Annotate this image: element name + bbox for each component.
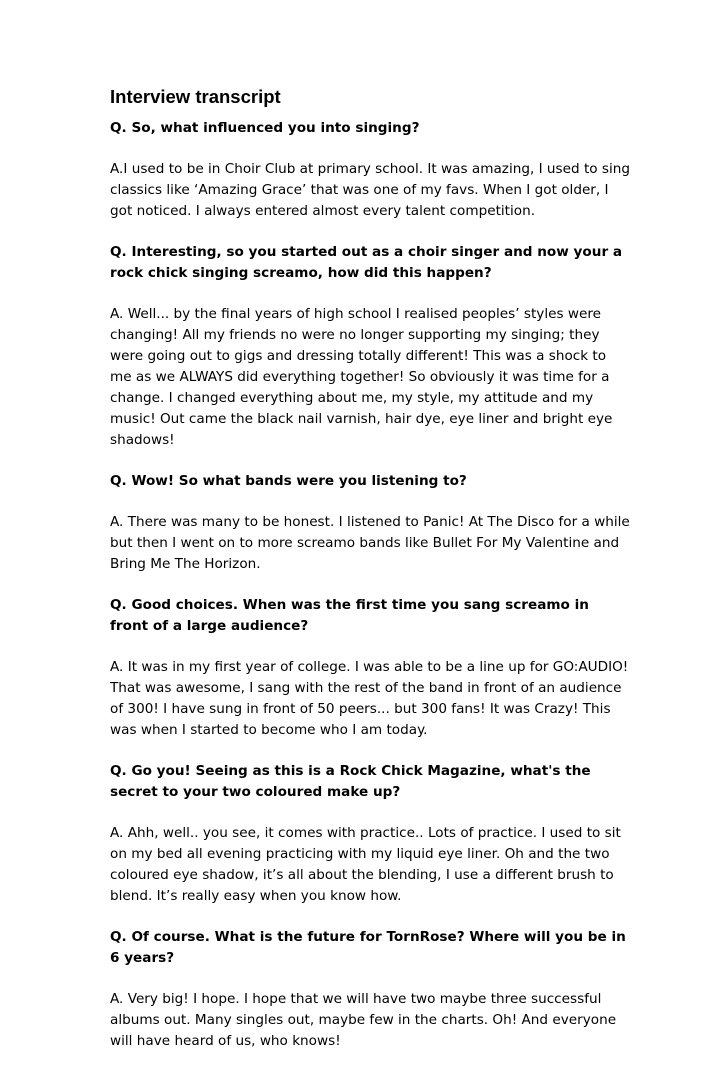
answer-3: A. There was many to be honest. I listened to Panic! At The Disco for a while but then I went on to more screamo bands like Bullet For My Valentine and Bring Me The Horizon. bbox=[110, 514, 630, 572]
question-5: Q. Go you! Seeing as this is a Rock Chick Magazine, what's the secret to your two coloured make up? bbox=[110, 763, 591, 800]
question-6: Q. Of course. What is the future for TornRose? Where will you be in 6 years? bbox=[110, 929, 626, 966]
document-page bbox=[110, 86, 630, 1072]
answer-2: A. Well... by the final years of high school I realised peoples’ styles were changing! All my friends no were no longer supporting my singing; they were going out to gigs and dressing totally different! This was a shock to me as we ALWAYS did everything together! So obviously it was time for a change. I changed everything about me, my style, my attitude and my music! Out came the black nail varnish, hair dye, eye liner and bright eye shadows! bbox=[110, 306, 613, 448]
document-title: Interview transcript bbox=[110, 86, 281, 107]
question-4: Q. Good choices. When was the first time you sang screamo in front of a large audience? bbox=[110, 597, 589, 634]
question-1: Q. So, what influenced you into singing? bbox=[110, 120, 420, 136]
answer-6: A. Very big! I hope. I hope that we will have two maybe three successful albums out. Many singles out, maybe few in the charts. Oh! And everyone will have heard of us, who knows! bbox=[110, 991, 617, 1049]
answer-4: A. It was in my first year of college. I was able to be a line up for GO:AUDIO! That was awesome, I sang with the rest of the band in front of an audience of 300! I have sung in front of 50 peers... but 300 fans! It was Crazy! This was when I started to become who I am today. bbox=[110, 659, 629, 738]
question-2: Q. Interesting, so you started out as a choir singer and now your a rock chick singing screamo, how did this happen? bbox=[110, 244, 623, 281]
answer-1: A.I used to be in Choir Club at primary school. It was amazing, I used to sing classics like ‘Amazing Grace’ that was one of my favs. When I got older, I got noticed. I always entered almost every talent competition. bbox=[110, 161, 631, 219]
answer-5: A. Ahh, well.. you see, it comes with practice.. Lots of practice. I used to sit on my bed all evening practicing with my liquid eye liner. Oh and the two coloured eye shadow, it’s all about the blending, I use a different brush to blend. It’s really easy when you know how. bbox=[110, 825, 621, 904]
question-3: Q. Wow! So what bands were you listening to? bbox=[110, 473, 467, 489]
